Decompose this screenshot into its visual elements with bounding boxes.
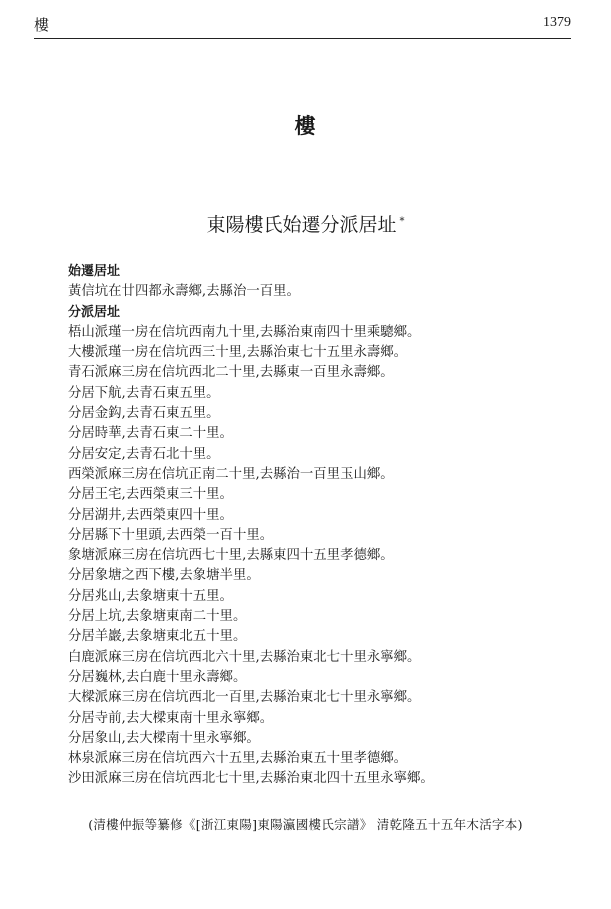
text-line: 分居羊巖,去象塘東北五十里。 — [68, 629, 247, 645]
document-title — [0, 210, 611, 237]
text-line: 大樑派麻三房在信坑西北一百里,去縣治東北七十里永寧鄉。 — [68, 690, 421, 706]
text-line: 西榮派麻三房在信坑正南二十里,去縣治一百里玉山鄉。 — [68, 466, 394, 482]
text-line: 分居象塘之西下樓,去象塘半里。 — [68, 568, 260, 584]
text-line: 分居象山,去大樑南十里永寧鄉。 — [68, 730, 260, 746]
text-line: 分居巍林,去白鹿十里永壽鄉。 — [68, 669, 247, 685]
text-line: 分居兆山,去象塘東十五里。 — [68, 588, 233, 604]
text-line: 大樓派瑾一房在信坑西三十里,去縣治東七十五里永壽鄉。 — [68, 345, 408, 361]
text-line: 分居時華,去青石東二十里。 — [68, 426, 233, 442]
text-line: 分居寺前,去大樑東南十里永寧鄉。 — [68, 710, 274, 726]
text-line: 分居金鈎,去青石東五里。 — [68, 406, 220, 422]
header-section-label: 樓 — [34, 16, 50, 34]
text-line: 黃信坑在廿四都永壽鄉,去縣治一百里。 — [68, 284, 300, 300]
section-title: 樓 — [294, 113, 317, 138]
text-line: 白鹿派麻三房在信坑西北六十里,去縣治東北七十里永寧鄉。 — [68, 649, 421, 665]
text-line: 林泉派麻三房在信坑西六十五里,去縣治東五十里孝德鄉。 — [68, 751, 408, 767]
document-title-text: 東陽樓氏始遷分派居址 — [206, 214, 397, 236]
text-line: 分居上坑,去象塘東南二十里。 — [68, 609, 247, 625]
text-line: 分居王宅,去西榮東三十里。 — [68, 487, 233, 503]
subheading: 始遷居址 — [68, 264, 121, 279]
text-line: 青石派麻三房在信坑西北二十里,去縣東一百里永壽鄉。 — [68, 365, 394, 381]
text-line: 分居縣下十里頭,去西榮一百十里。 — [68, 527, 274, 543]
footnote-mark: * — [399, 216, 405, 227]
source-citation: (清樓仲振等纂修《[浙江東陽]東陽瀛國樓氏宗譜》 清乾隆五十五年木活字本) — [88, 817, 523, 832]
page-header — [34, 14, 571, 39]
text-line: 象塘派麻三房在信坑西七十里,去縣東四十五里孝德鄉。 — [68, 548, 394, 564]
text-line: 梧山派瑾一房在信坑西南九十里,去縣治東南四十里乘驄鄉。 — [68, 324, 421, 340]
text-line: 分居安定,去青石北十里。 — [68, 446, 220, 462]
subheading: 分派居址 — [68, 304, 121, 320]
body-text — [68, 262, 588, 790]
text-line: 分居下航,去青石東五里。 — [68, 385, 220, 401]
page-number: 1379 — [543, 15, 571, 30]
text-line: 沙田派麻三房在信坑西北七十里,去縣治東北四十五里永寧鄉。 — [68, 771, 434, 787]
text-line: 分居湖井,去西榮東四十里。 — [68, 507, 233, 523]
